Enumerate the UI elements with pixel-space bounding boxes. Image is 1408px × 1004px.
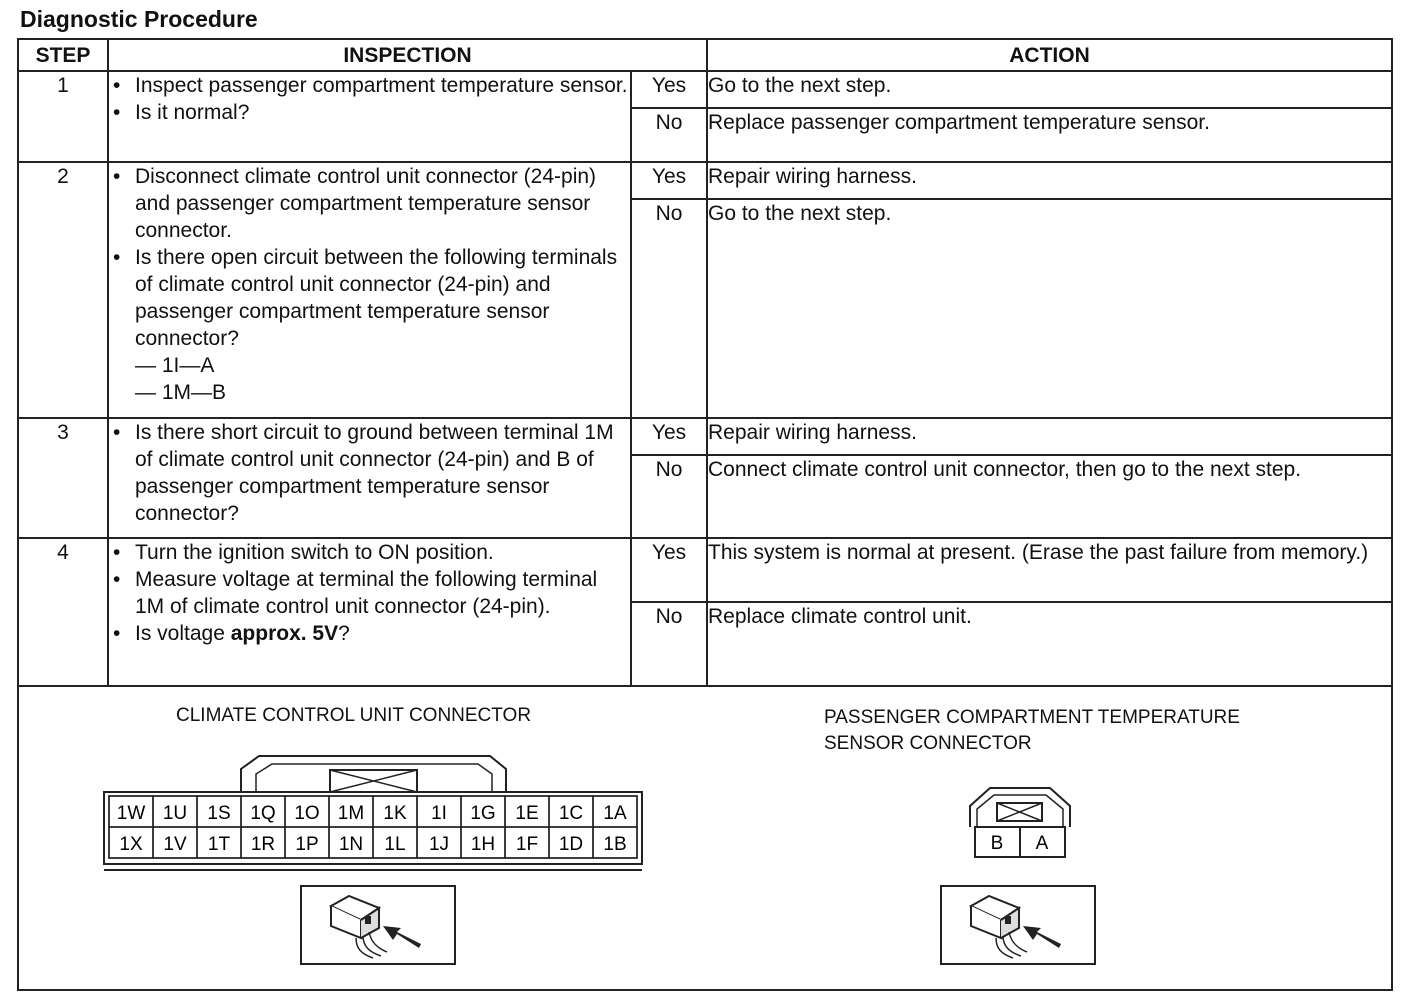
ccu-pin-label: 1E	[515, 803, 539, 824]
ccu-pin-label: 1U	[162, 803, 188, 824]
ccu-pin-label: 1V	[163, 834, 187, 855]
ccu-pin-label: 1D	[558, 834, 584, 855]
header-inspection: INSPECTION	[108, 39, 707, 71]
ccu-pin-label: 1X	[119, 834, 143, 855]
terminal-pair: — 1I—A	[135, 354, 215, 377]
ccu-pin-label: 1J	[428, 834, 450, 855]
step-number: 1	[18, 71, 108, 162]
ccu-pin-label: 1T	[207, 834, 231, 855]
no-label: No	[631, 199, 707, 418]
ccu-pin-label: 1B	[603, 834, 627, 855]
no-label: No	[631, 602, 707, 686]
no-action: Replace passenger compartment temperature sensor.	[707, 108, 1392, 162]
sensor-connector-caption-line2: SENSOR CONNECTOR	[824, 733, 1032, 754]
inspection-bullet: • Is there open circuit between the following terminals of climate control unit connector (24-pin) and passenger compartment temperature sensor connector?	[109, 244, 630, 352]
inspection-bullet: • Measure voltage at terminal the following terminal 1M of climate control unit connector (24-pin).	[109, 566, 630, 620]
ccu-pin-label: 1Q	[250, 803, 276, 824]
inspection-bullet: • Is it normal?	[109, 99, 630, 126]
ccu-pin-label: 1I	[431, 803, 447, 824]
no-action: Connect climate control unit connector, then go to the next step.	[707, 455, 1392, 538]
yes-action: Repair wiring harness.	[707, 418, 1392, 455]
ccu-pin-label: 1C	[558, 803, 584, 824]
no-action: Go to the next step.	[707, 199, 1392, 418]
yes-action: Go to the next step.	[707, 71, 1392, 108]
yes-label: Yes	[631, 71, 707, 108]
no-label: No	[631, 455, 707, 538]
inspection-bullet: • Turn the ignition switch to ON position.	[109, 539, 630, 566]
yes-label: Yes	[631, 162, 707, 199]
ccu-pin-label: 1O	[294, 803, 320, 824]
step-number: 2	[18, 162, 108, 418]
ccu-pin-label: 1R	[250, 834, 276, 855]
ccu-pin-label: 1G	[470, 803, 496, 824]
yes-label: Yes	[631, 538, 707, 602]
sensor-connector	[970, 788, 1070, 857]
ccu-pin-label: 1P	[295, 834, 319, 855]
sensor-pin-a: A	[1035, 833, 1049, 854]
inspection-bullet: • Inspect passenger compartment temperature sensor.	[109, 72, 630, 99]
sensor-connector-caption-line1: PASSENGER COMPARTMENT TEMPERATURE	[824, 707, 1240, 728]
no-label: No	[631, 108, 707, 162]
ccu-pin-label: 1H	[470, 834, 496, 855]
sensor-pin-b: B	[990, 833, 1004, 854]
ccu-pin-label: 1W	[116, 803, 146, 824]
inspection-bullet: • Is voltage approx. 5V?	[109, 620, 630, 647]
yes-action: Repair wiring harness.	[707, 162, 1392, 199]
ccu-pin-label: 1F	[515, 834, 539, 855]
ccu-pin-label: 1K	[383, 803, 407, 824]
ccu-pin-grid	[109, 796, 637, 858]
harness-side-probe-icon	[301, 886, 455, 964]
step-number: 3	[18, 418, 108, 538]
terminal-pair: — 1M—B	[135, 381, 227, 404]
ccu-pin-label: 1M	[337, 803, 365, 824]
inspection-bullet: • Disconnect climate control unit connector (24-pin) and passenger compartment temperature sensor connector.	[109, 163, 630, 244]
page-title: Diagnostic Procedure	[20, 6, 258, 32]
yes-action: This system is normal at present. (Erase the past failure from memory.)	[707, 538, 1392, 602]
inspection-bullet: • Is there short circuit to ground between terminal 1M of climate control unit connector (24-pin) and B of passenger compartment temperature sensor connector?	[109, 419, 630, 527]
step-number: 4	[18, 538, 108, 686]
header-action: ACTION	[707, 39, 1392, 71]
ccu-pin-label: 1L	[384, 834, 406, 855]
ccu-pin-label: 1A	[603, 803, 627, 824]
ccu-pin-label: 1S	[207, 803, 231, 824]
ccu-pin-label: 1N	[338, 834, 364, 855]
sensor-probe-icon	[941, 886, 1095, 964]
header-step: STEP	[18, 39, 108, 71]
ccu-connector-caption: CLIMATE CONTROL UNIT CONNECTOR	[176, 705, 532, 726]
yes-label: Yes	[631, 418, 707, 455]
no-action: Replace climate control unit.	[707, 602, 1392, 686]
